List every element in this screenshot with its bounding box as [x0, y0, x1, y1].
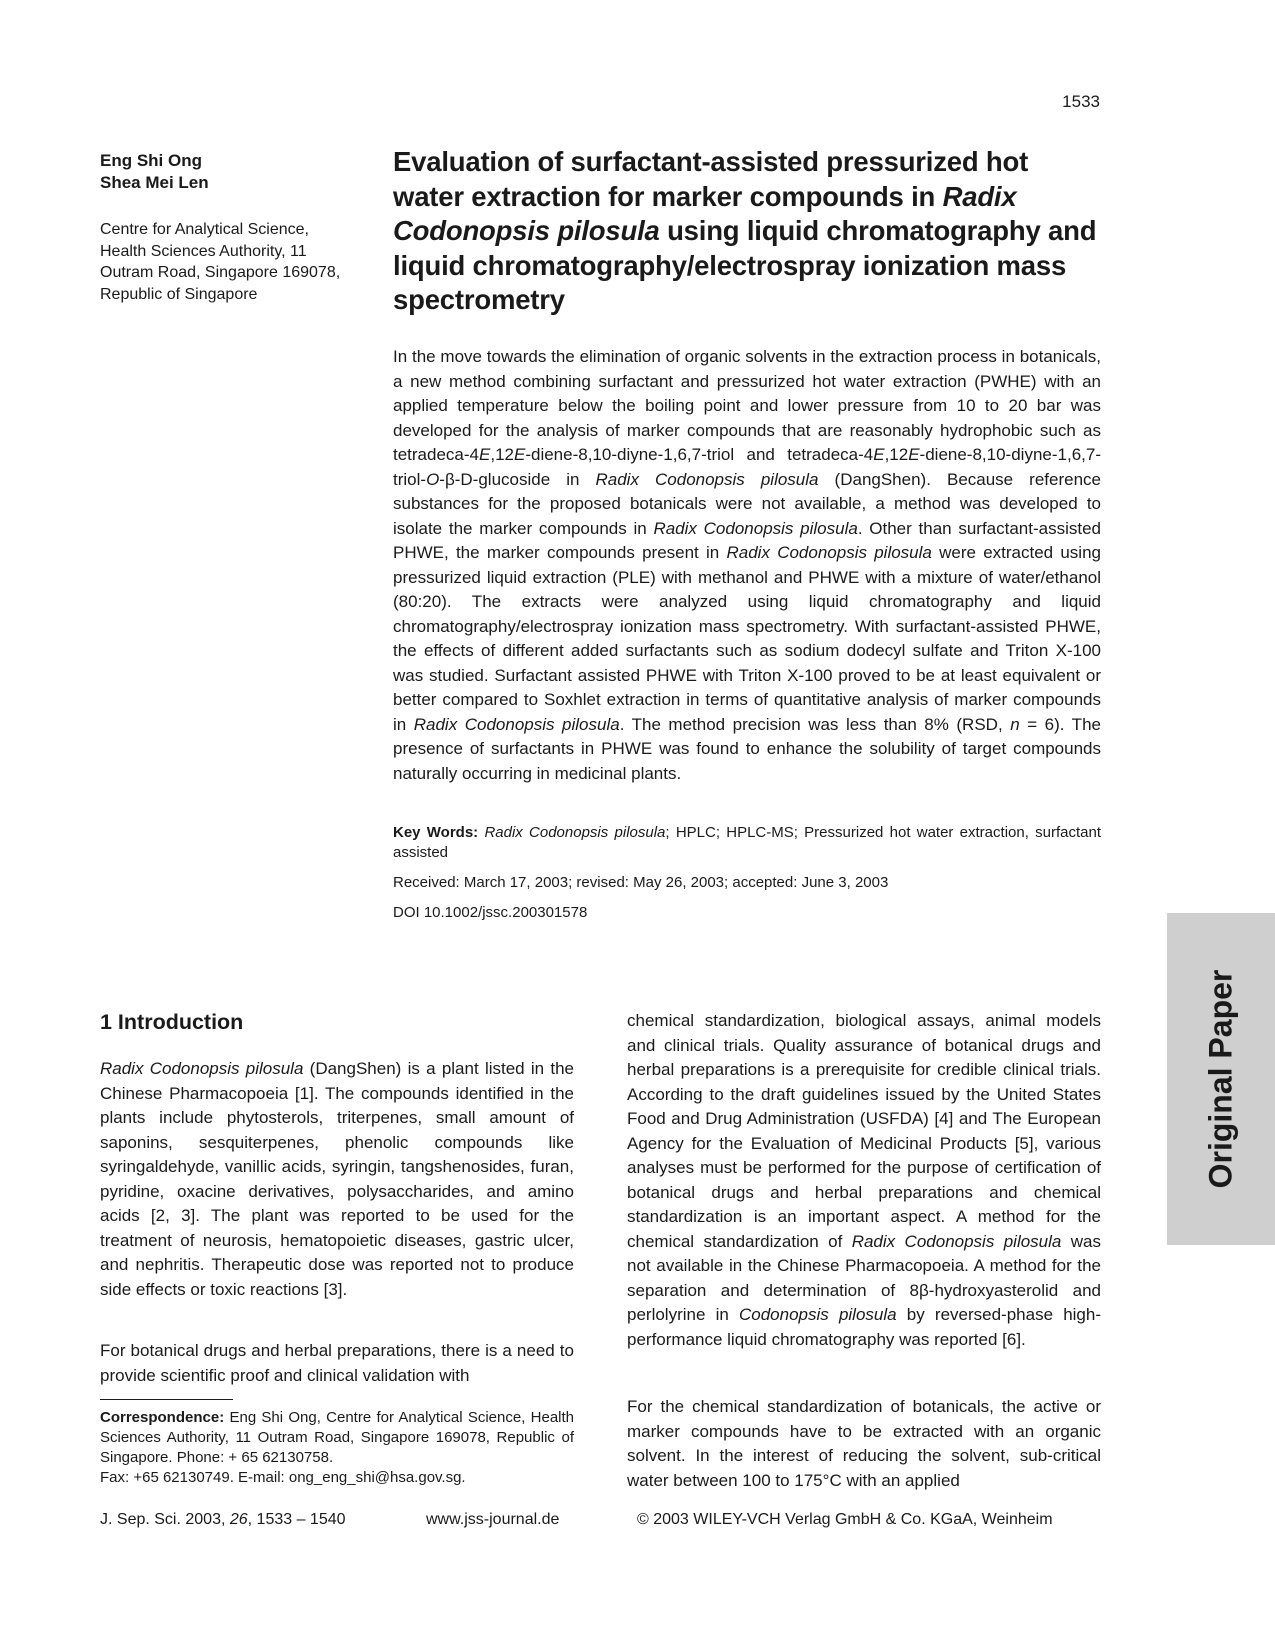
affiliation-line: Centre for Analytical Science, — [100, 221, 309, 238]
affiliation-line: Health Sciences Authority, 11 — [100, 242, 307, 260]
paragraph-text: by reversed-phase high- performance liquid chromatography was reported [6]. — [627, 1305, 1101, 1349]
affiliation-line: Outram Road, Singapore 169078, — [100, 264, 341, 281]
abstract-text: -β-D-glucoside in — [439, 469, 596, 489]
species-name: Radix Codonopsis pilosula — [851, 1231, 1062, 1251]
key-words-list: ; HPLC; HPLC-MS; Pressurized hot water extraction, surfactant assisted — [393, 824, 1101, 861]
abstract-italic: E — [908, 445, 920, 464]
abstract-text: . The method precision was less than 8% (RSD, — [619, 714, 1011, 734]
abstract — [393, 345, 1101, 786]
doi: DOI 10.1002/jssc.200301578 — [393, 904, 588, 921]
correspondence-contact: Fax: +65 62130749. E-mail: ong_eng_shi@hsa.gov.sg. — [100, 1469, 466, 1486]
paper-title — [393, 145, 1103, 318]
received-dates: Received: March 17, 2003; revised: May 26, 2003; accepted: June 3, 2003 — [393, 874, 889, 891]
affiliation — [100, 219, 370, 305]
correspondence-note — [100, 1408, 574, 1488]
page-number: 1533 — [1062, 92, 1100, 111]
correspondence-label: Correspondence: — [100, 1409, 225, 1426]
body-paragraph — [627, 1009, 1101, 1352]
abstract-text: -diene-8,10-diyne-1,6,7-triol- — [393, 445, 1101, 489]
correspondence-address: Eng Shi Ong, Centre for Analytical Science, Health Sciences Authority, 11 Outram Road, Singapore 169078, Republic of Singapore. Phone: + 65 62130758. — [100, 1409, 574, 1466]
abstract-italic: E — [873, 445, 885, 464]
abstract-italic: E — [479, 445, 491, 464]
title-text: using liquid chromatography and liquid chromatography/electrospray ionization mass spectrometry — [393, 215, 1097, 315]
abstract-italic: E — [513, 445, 526, 464]
key-words — [393, 823, 1101, 863]
paragraph-text: chemical standardization, biological assays, animal models and clinical trials. Quality assurance of botanical drugs and herbal preparations is a prerequisite for credible clinical trials. According to the draft guidelines issued by the United States Food and Drug Administration (USFDA) [4] and The European Agency for the Evaluation of Medicinal Products [5], various analyses must be performed for the purpose of certification of botanical drugs and herbal preparations and chemical standardization is an important aspect. A method for the chemical standardization of — [627, 1011, 1101, 1251]
title-species: Radix Codonopsis pilosula — [393, 180, 1017, 246]
species-name: Codonopsis pilosula — [739, 1305, 897, 1324]
body-paragraph: For the chemical standardization of botanicals, the active or marker compounds have to be extracted with an organic solvent. In the interest of reducing the solvent, sub-critical water between 100 to 175°C with an applied — [627, 1397, 1101, 1490]
journal-url[interactable]: www.jss-journal.de — [426, 1511, 560, 1528]
key-words-species: Radix Codonopsis pilosula — [484, 824, 666, 841]
citation-text: J. Sep. Sci. 2003, — [100, 1511, 230, 1528]
author-name: Eng Shi Ong — [100, 151, 202, 170]
abstract-text: ,12 — [884, 445, 909, 464]
abstract-italic: Radix Codonopsis pilosula — [595, 469, 819, 489]
abstract-italic: Radix Codonopsis pilosula — [653, 518, 858, 538]
footnote-divider — [100, 1399, 233, 1400]
citation-pages: , 1533 – 1540 — [247, 1511, 346, 1528]
abstract-text: -diene-8,10-diyne-1,6,7-triol and tetradeca-4 — [525, 445, 874, 464]
abstract-text: In the move towards the elimination of organic solvents in the extraction process in botanicals, a new method combining surfactant and pressurized hot water extraction (PWHE) with an applied temperature below the boiling point and lower pressure from 10 to 20 bar was developed for the analysis of marker compounds that are reasonably hydrophobic such as tetradeca-4 — [393, 347, 1101, 464]
journal-citation — [100, 1511, 346, 1529]
intro-paragraph: For botanical drugs and herbal preparations, there is a need to provide scientific proof and clinical validation with — [100, 1341, 574, 1385]
intro-paragraph — [100, 1057, 574, 1302]
abstract-italic: Radix Codonopsis pilosula — [413, 714, 620, 734]
title-text: Evaluation of surfactant-assisted pressurized hot water extraction for marker compounds in — [393, 146, 1029, 212]
copyright-notice: © 2003 WILEY-VCH Verlag GmbH & Co. KGaA, Weinheim — [637, 1511, 1053, 1528]
abstract-text: ,12 — [490, 445, 514, 464]
abstract-italic: O — [426, 469, 440, 489]
paragraph-text: (DangShen) is a plant listed in the Chinese Pharmacopoeia [1]. The compounds identified in the plants include phytosterols, triterpenes, small amount of saponins, sesquiterpenes, phenolic compounds like syringaldehyde, vanillic acids, syringin, tangshenosides, furan, pyridine, oxacine derivatives, polysaccharides, and amino acids [2, 3]. The plant was reported to be used for the treatment of neurosis, hematopoietic diseases, gastric ulcer, and nephritis. Therapeutic dose was reported not to produce side effects or toxic reactions [3]. — [100, 1059, 574, 1299]
abstract-italic: Radix Codonopsis pilosula — [726, 543, 932, 562]
affiliation-line: Republic of Singapore — [100, 285, 258, 303]
author-name: Shea Mei Len — [100, 173, 209, 192]
abstract-italic: n — [1010, 714, 1020, 734]
paragraph-text: was not available in the Chinese Pharmacopoeia. A method for the separation and determination of 8β-hydroxyasterolid and perlolyrine in — [627, 1231, 1101, 1324]
section-tab-label: Original Paper — [1202, 969, 1239, 1189]
section-heading: 1 Introduction — [100, 1010, 244, 1034]
abstract-text: . Other than surfactant-assisted PHWE, the marker compounds present in — [393, 518, 1102, 562]
abstract-text: (DangShen). Because reference substances for the proposed botanicals were not available, a method was developed to isolate the marker compounds in — [393, 469, 1102, 538]
abstract-text: were extracted using pressurized liquid extraction (PLE) with methanol and PHWE with a mixture of water/ethanol (80:20). The extracts were analyzed using liquid chromatography and liquid chromatography/electrospray ionization mass spectrometry. With surfactant-assisted PHWE, the effects of different added surfactants such as sodium dodecyl sulfate and Triton X-100 was studied. Surfactant assisted PHWE with Triton X-100 proved to be at least equivalent or better compared to Soxhlet extraction in terms of quantitative analysis of marker compounds in — [393, 543, 1101, 734]
abstract-text: = 6). The presence of surfactants in PHWE was found to enhance the solubility of target compounds naturally occurring in medicinal plants. — [393, 714, 1101, 783]
species-name: Radix Codonopsis pilosula — [100, 1059, 304, 1078]
key-words-label: Key Words: — [393, 824, 479, 841]
author-list — [100, 150, 209, 194]
citation-volume: 26 — [229, 1511, 248, 1528]
